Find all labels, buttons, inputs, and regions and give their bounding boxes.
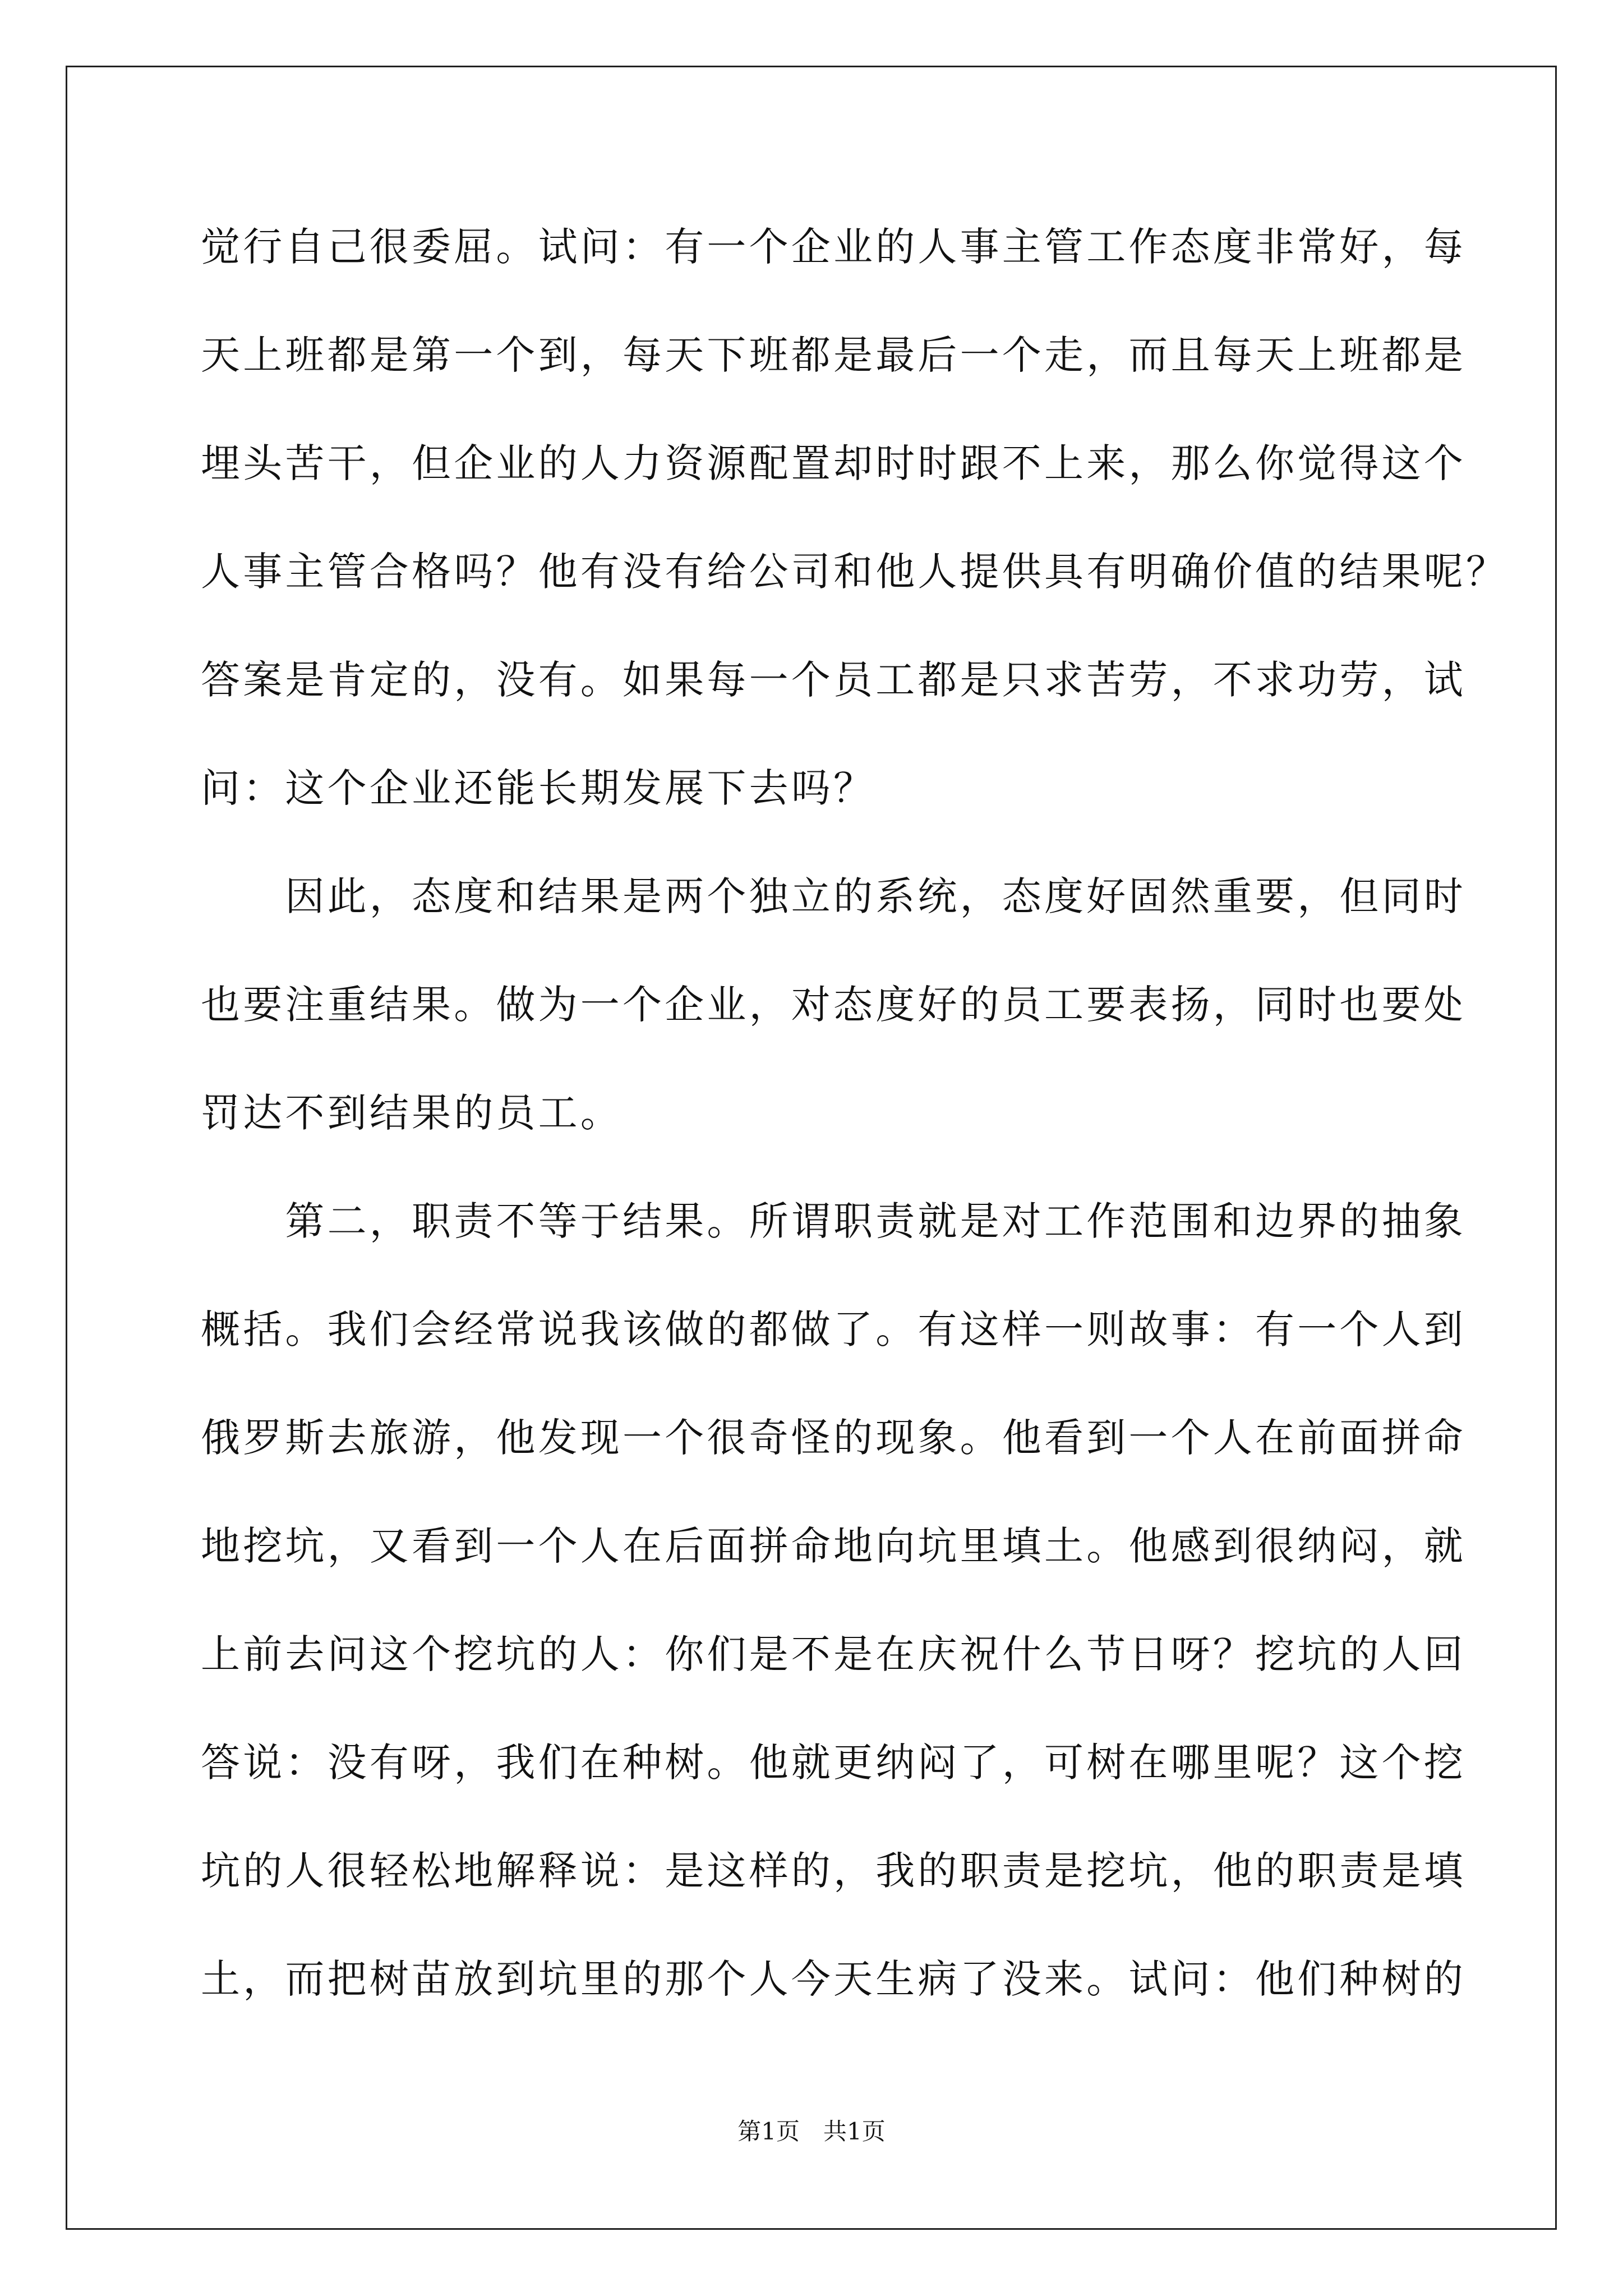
- text-line: 坑的人很轻松地解释说：是这样的，我的职责是挖坑，他的职责是填: [201, 1848, 1466, 1894]
- text-line: 天上班都是第一个到，每天下班都是最后一个走，而且每天上班都是: [201, 332, 1466, 378]
- text-line: 概括。我们会经常说我该做的都做了。有这样一则故事：有一个人到: [201, 1306, 1466, 1352]
- text-line: 第二，职责不等于结果。所谓职责就是对工作范围和边界的抽象: [201, 1198, 1466, 1244]
- text-line: 上前去问这个挖坑的人：你们是不是在庆祝什么节日呀？挖坑的人回: [201, 1631, 1466, 1677]
- text-line: 也要注重结果。做为一个企业，对态度好的员工要表扬，同时也要处: [201, 982, 1466, 1028]
- text-line: 答案是肯定的，没有。如果每一个员工都是只求苦劳，不求功劳，试: [201, 657, 1466, 703]
- text-line: 问：这个企业还能长期发展下去吗？: [201, 765, 876, 811]
- text-line: 觉行自己很委屈。试问：有一个企业的人事主管工作态度非常好，每: [201, 224, 1466, 270]
- text-line: 答说：没有呀，我们在种树。他就更纳闷了，可树在哪里呢？这个挖: [201, 1740, 1466, 1786]
- page-footer: 第1页 共1页: [737, 2118, 886, 2145]
- text-line: 人事主管合格吗？他有没有给公司和他人提供具有明确价值的结果呢？: [201, 549, 1509, 595]
- text-line: 因此，态度和结果是两个独立的系统，态度好固然重要，但同时: [201, 873, 1466, 919]
- text-line: 罚达不到结果的员工。: [201, 1090, 623, 1136]
- text-line: 地挖坑，又看到一个人在后面拼命地向坑里填土。他感到很纳闷，就: [201, 1523, 1466, 1569]
- text-line: 埋头苦干，但企业的人力资源配置却时时跟不上来，那么你觉得这个: [201, 440, 1466, 486]
- page-border: [66, 66, 1557, 2230]
- text-line: 俄罗斯去旅游，他发现一个很奇怪的现象。他看到一个人在前面拼命: [201, 1415, 1466, 1461]
- text-line: 土，而把树苗放到坑里的那个人今天生病了没来。试问：他们种树的: [201, 1956, 1466, 2002]
